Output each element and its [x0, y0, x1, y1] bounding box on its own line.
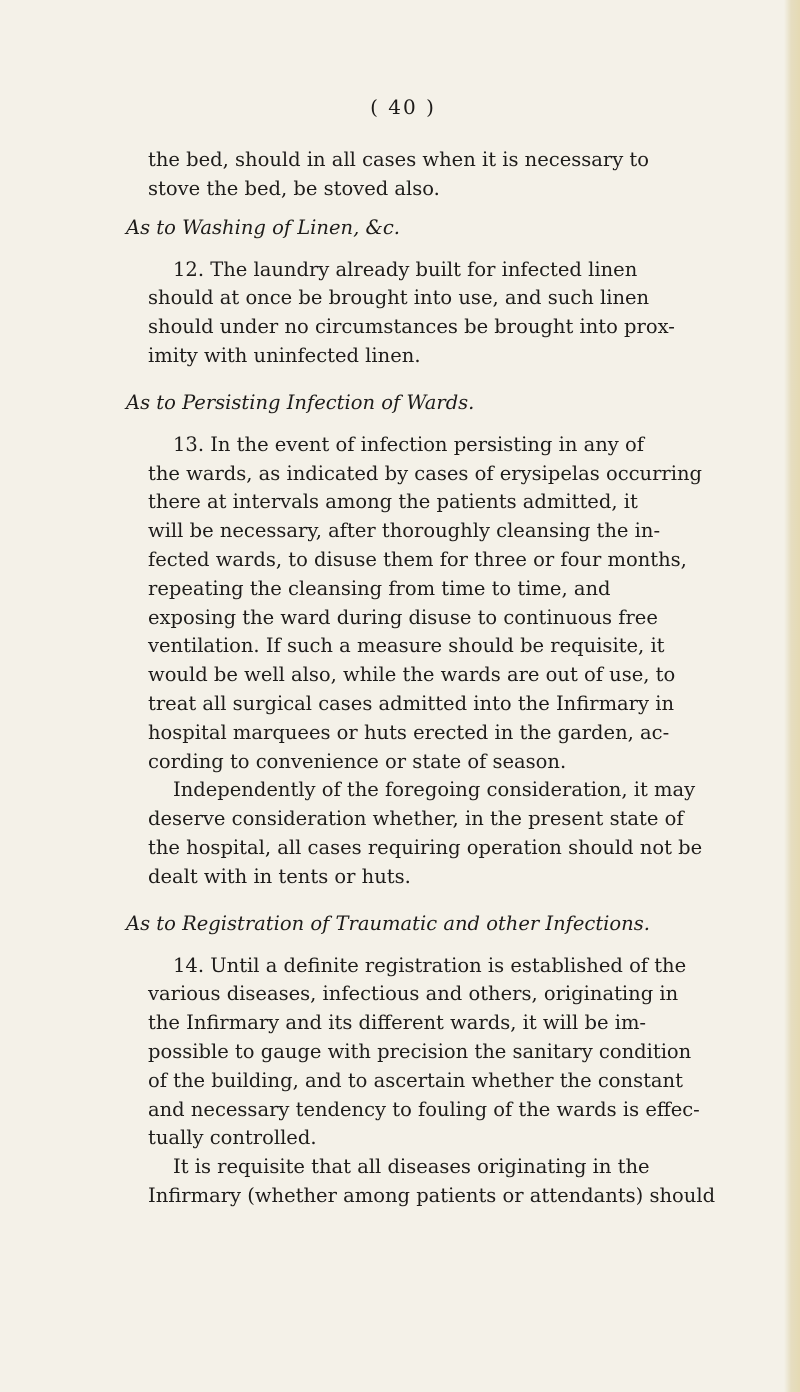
section-heading-persisting-infection: As to Persisting Infection of Wards.: [126, 390, 475, 414]
text-line: 13. In the event of infection persisting in any of: [173, 432, 644, 456]
text-line: possible to gauge with precision the sanitary condition: [148, 1039, 692, 1063]
text-line: repeating the cleansing from time to time, and: [148, 576, 611, 600]
text-line: and necessary tendency to fouling of the wards is effec-: [148, 1097, 700, 1121]
text-line: cording to convenience or state of season.: [148, 749, 567, 773]
text-line: 14. Until a definite registration is established of the: [173, 953, 687, 977]
page-edge-shadow: [784, 0, 800, 1392]
text-line: the wards, as indicated by cases of erysipelas occurring: [148, 461, 703, 485]
text-line: the hospital, all cases requiring operation should not be: [148, 835, 703, 859]
text-line: It is requisite that all diseases originating in the: [173, 1155, 650, 1179]
text-line: dealt with in tents or huts.: [148, 864, 411, 888]
text-line: would be well also, while the wards are out of use, to: [148, 663, 676, 687]
text-line: fected wards, to disuse them for three or four months,: [148, 547, 687, 571]
section-heading-washing-linen: As to Washing of Linen, &c.: [126, 215, 400, 239]
text-line: tually controlled.: [148, 1126, 317, 1150]
text-line: of the building, and to ascertain whether the constant: [148, 1068, 683, 1092]
text-line: stove the bed, be stoved also.: [148, 176, 440, 200]
page-number: ( 40 ): [370, 95, 436, 119]
text-line: should under no circumstances be brought into prox-: [148, 315, 675, 339]
text-line: hospital marquees or huts erected in the garden, ac-: [148, 720, 670, 744]
text-line: the bed, should in all cases when it is necessary to: [148, 148, 649, 171]
text-line: Infirmary (whether among patients or attendants) should: [148, 1183, 716, 1207]
page-body: [126, 146, 766, 1211]
text-line: should at once be brought into use, and such linen: [148, 286, 650, 310]
text-line: various diseases, infectious and others, originating in: [148, 982, 679, 1006]
text-line: ventilation. If such a measure should be requisite, it: [148, 634, 665, 658]
text-line: there at intervals among the patients admitted, it: [148, 490, 638, 514]
text-line: exposing the ward during disuse to continuous free: [148, 605, 658, 629]
text-line: 12. The laundry already built for infected linen: [173, 257, 638, 281]
section-heading-registration: As to Registration of Traumatic and other Infections.: [126, 911, 650, 935]
text-line: Independently of the foregoing consideration, it may: [173, 778, 696, 802]
text-line: treat all surgical cases admitted into the Infirmary in: [148, 691, 675, 715]
text-line: imity with uninfected linen.: [148, 343, 421, 367]
text-line: the Infirmary and its different wards, it will be im-: [148, 1011, 647, 1035]
text-line: will be necessary, after thoroughly cleansing the in-: [148, 519, 661, 543]
text-line: deserve consideration whether, in the present state of: [148, 807, 684, 831]
